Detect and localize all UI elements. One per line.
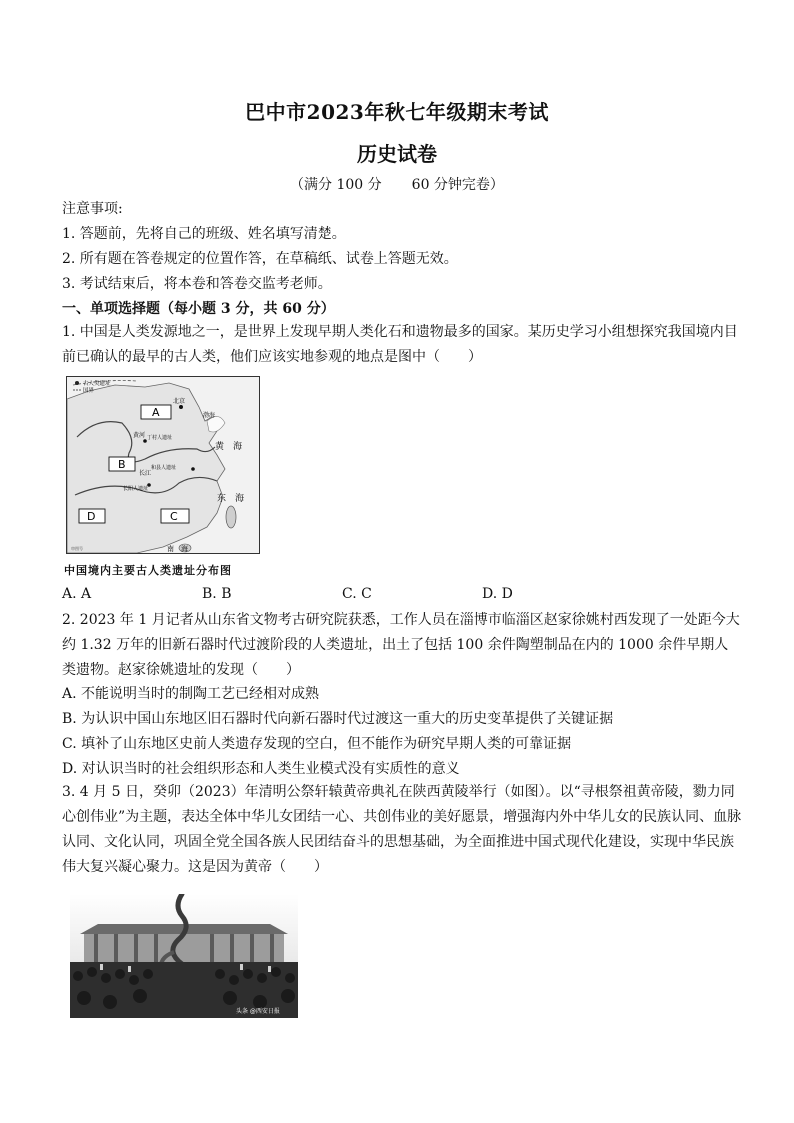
- beijing-dot: [179, 405, 183, 409]
- q1-option-b[interactable]: B. B: [202, 586, 232, 602]
- ceremony-photo-drawing: [70, 894, 298, 1018]
- q2-option-b[interactable]: B. 为认识中国山东地区旧石器时代向新石器时代过渡这一重大的历史变革提供了关键证据: [62, 711, 614, 727]
- legend-site-label: 古人类遗址: [83, 381, 111, 387]
- section-heading: 一、单项选择题（每小题 3 分，共 60 分）: [62, 301, 335, 317]
- map-source-label: 审图号: [71, 546, 83, 551]
- hexian-dot: [191, 467, 195, 471]
- point-d-label: D: [87, 510, 96, 523]
- q2-option-c[interactable]: C. 填补了山东地区史前人类遗存发现的空白，但不能作为研究早期人类的可靠证据: [62, 736, 572, 752]
- point-c-label: C: [170, 510, 178, 523]
- score-time-line: [0, 174, 794, 194]
- east-sea-label: 东 海: [217, 494, 245, 504]
- ancient-sites-map: [66, 376, 260, 554]
- dingcun-label: 丁村人遗址: [147, 435, 173, 441]
- bohai-label: 渤海: [203, 412, 216, 419]
- q2-option-d[interactable]: D. 对认识当时的社会组织形态和人类生业模式没有实质性的意义: [62, 761, 460, 777]
- photo-credit: 头条 @西安日报: [236, 1008, 280, 1015]
- q1-option-d[interactable]: D. D: [482, 586, 513, 602]
- note-item-3: 3. 考试结束后，将本卷和答卷交监考老师。: [62, 276, 332, 292]
- exam-subtitle: 历史试卷: [357, 142, 437, 166]
- q1-option-c[interactable]: C. C: [342, 586, 372, 602]
- note-item-1: 1. 答题前，先将自己的班级、姓名填写清楚。: [62, 226, 346, 242]
- notes-heading: 注意事项:: [62, 201, 123, 217]
- question-3-stem: 3. 4 月 5 日，癸卯（2023）年清明公祭轩辕黄帝典礼在陕西黄陵举行（如图）。以“寻根祭祖黄帝陵，勠力同心创伟业”为主题，表达全体中华儿女团结一心、共创伟业的美好愿景，增强海内外中华儿女的民族认同、血脉认同、文化认同，巩固全党全国各族人民团结奋斗的思想基础，为全面推进中国式现代化建设，实现中华民族伟大复兴凝心聚力。这是因为黄帝（ ）: [62, 784, 742, 875]
- q1-option-a[interactable]: A. A: [62, 586, 92, 602]
- yellow-sea-label: 黄 海: [215, 442, 243, 452]
- map-drawing: [67, 377, 259, 553]
- yangtze-label: 长江: [139, 470, 152, 477]
- hexian-label: 和县人遗址: [151, 465, 177, 471]
- note-item-2: 2. 所有题在答卷规定的位置作答，在草稿纸、试卷上答题无效。: [62, 251, 458, 267]
- question-1-stem: 1. 中国是人类发源地之一，是世界上发现早期人类化石和遗物最多的国家。某历史学习小组想探究我国境内目前已确认的最早的古人类，他们应该实地参观的地点是图中（ ）: [62, 324, 738, 365]
- legend-border-label: 国界: [83, 388, 95, 394]
- exam-time: 60 分钟完卷）: [411, 177, 504, 193]
- yellow-river-label: 黄河: [133, 432, 146, 439]
- map-caption: 中国境内主要古人类遗址分布图: [64, 564, 232, 577]
- beijing-label: 北京: [173, 398, 186, 405]
- q2-option-a[interactable]: A. 不能说明当时的制陶工艺已经相对成熟: [62, 686, 320, 702]
- legend-site-dot: [75, 381, 79, 385]
- taiwan-island: [226, 506, 236, 528]
- changyang-label: 长阳人遗址: [123, 486, 149, 492]
- south-sea-label: 南 海: [167, 545, 188, 553]
- ceremony-photo: [70, 894, 298, 1018]
- point-a-label: A: [152, 406, 160, 419]
- question-2-stem: 2. 2023 年 1 月记者从山东省文物考古研究院获悉，工作人员在淄博市临淄区赵家徐姚村西发现了一处距今大约 1.32 万年的旧新石器时代过渡阶段的人类遗址，出土了包括 100 余件陶塑制品在内的 1000 余件早期人类遗物。赵家徐姚遗址的发现（ ）: [62, 612, 740, 678]
- point-b-label: B: [118, 458, 126, 471]
- exam-title: 巴中市2023年秋七年级期末考试: [245, 100, 549, 124]
- full-score: （满分 100 分: [290, 177, 382, 193]
